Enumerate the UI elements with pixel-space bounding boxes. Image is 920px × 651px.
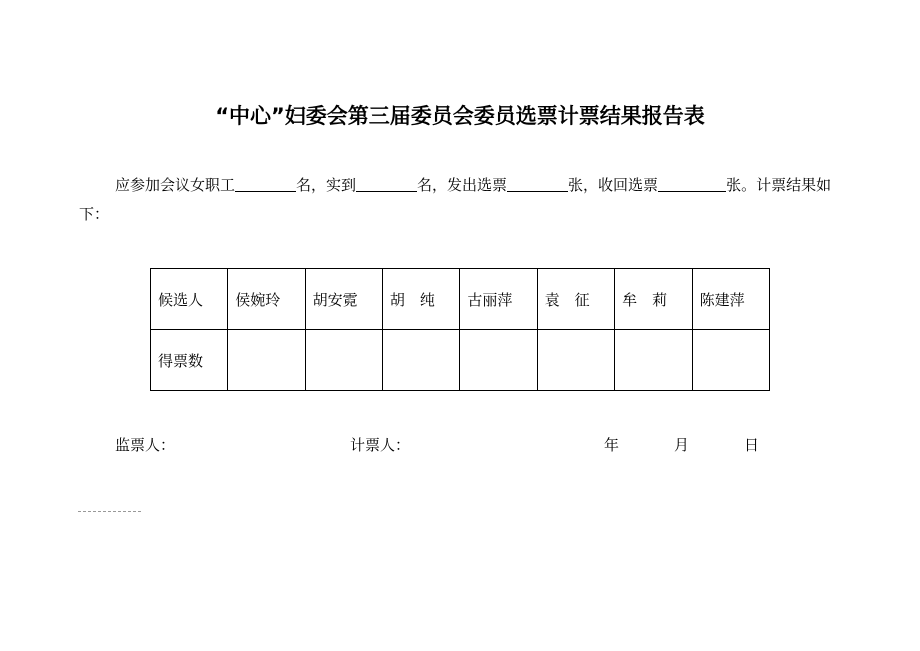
- footnote-separator: [78, 511, 141, 512]
- candidate-cell: 侯婉玲: [228, 269, 305, 330]
- candidate-cell: 陈建萍: [692, 269, 769, 330]
- present-count-blank: [356, 176, 417, 192]
- ballots-issued-blank: [507, 176, 568, 192]
- votes-cell: [537, 330, 614, 391]
- votes-cell: [305, 330, 382, 391]
- supervisor-label: 监票人：: [115, 436, 176, 454]
- candidate-cell: 胡 纯: [382, 269, 459, 330]
- year-label: 年: [604, 436, 620, 454]
- document-title: “中心”妇委会第三届委员会委员选票计票结果报告表: [215, 104, 705, 128]
- para-text-1: 应参加会议女职工: [115, 176, 236, 194]
- votes-cell: [382, 330, 459, 391]
- votes-cell: [460, 330, 537, 391]
- votes-header-cell: 得票数: [151, 330, 228, 391]
- votes-cell: [615, 330, 692, 391]
- counter-label: 计票人：: [350, 436, 411, 454]
- intro-paragraph: [79, 171, 844, 229]
- candidate-row: [151, 269, 770, 330]
- votes-row: [151, 330, 770, 391]
- para-text-3: 名，发出选票: [417, 176, 508, 194]
- day-label: 日: [744, 436, 760, 454]
- attendee-count-blank: [235, 176, 296, 192]
- votes-cell: [692, 330, 769, 391]
- candidate-cell: 牟 莉: [615, 269, 692, 330]
- para-text-5: 张。计票结果如下：: [79, 176, 832, 223]
- candidate-header-cell: 候选人: [151, 269, 228, 330]
- candidate-cell: 古丽萍: [460, 269, 537, 330]
- para-text-4: 张，收回选票: [568, 176, 659, 194]
- candidate-cell: 胡安霓: [305, 269, 382, 330]
- vote-count-table: [150, 268, 770, 391]
- ballots-returned-blank: [658, 176, 726, 192]
- month-label: 月: [674, 436, 690, 454]
- votes-cell: [228, 330, 305, 391]
- para-text-2: 名，实到: [296, 176, 357, 194]
- candidate-cell: 袁 征: [537, 269, 614, 330]
